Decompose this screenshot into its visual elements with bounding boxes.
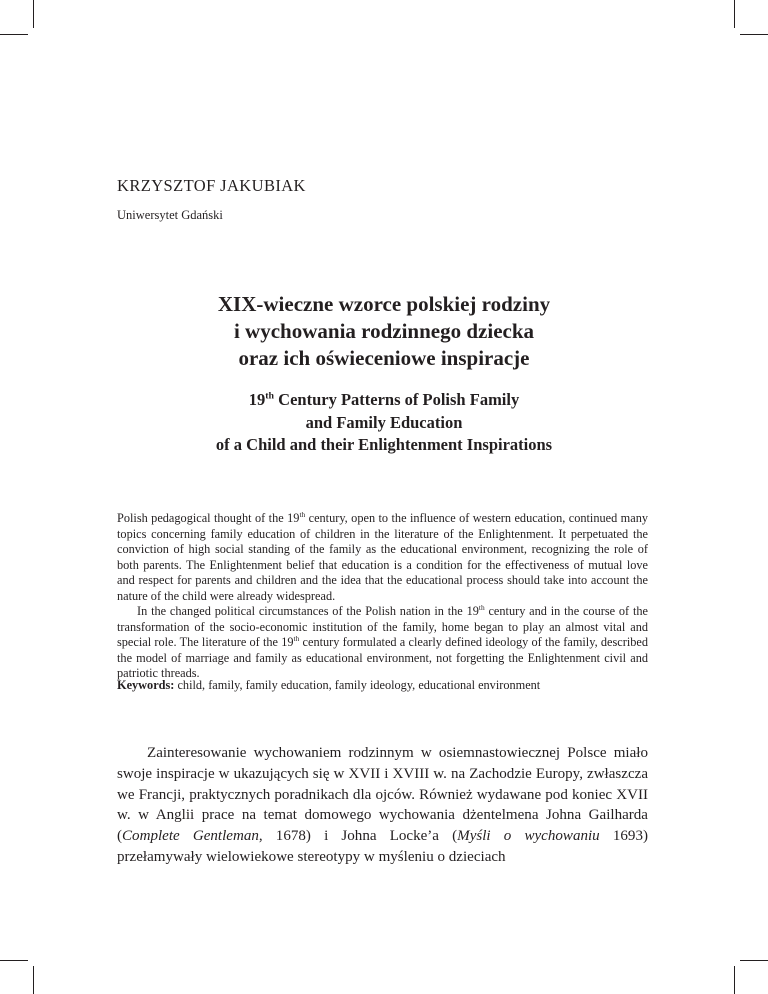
abstract-paragraph [117, 604, 648, 682]
work-title: Complete Gentleman [122, 828, 259, 845]
subtitle-ordinal-suffix: th [265, 390, 275, 402]
crop-mark-bottom-left-vertical [33, 966, 34, 994]
title-line: oraz ich oświeceniowe inspiracje [238, 346, 530, 370]
keywords [117, 678, 648, 693]
ordinal-suffix: th [478, 603, 485, 613]
article-title-polish [0, 291, 768, 372]
abstract [117, 511, 648, 682]
abstract-paragraph [117, 511, 648, 604]
subtitle-line: of a Child and their Enlightenment Inspirations [215, 435, 553, 454]
keywords-list: child, family, family education, family ideology, educational environment [174, 678, 541, 692]
crop-mark-top-left-vertical [33, 0, 34, 28]
body-text-run: 1693) przełamywały wielowiekowe stereotypy w myśleniu o dzieciach [117, 828, 648, 865]
abstract-text: century and in the course of the transformation of the socio-economic institution of the family, home began to play an almost vital and special role. The literature of the 19 [117, 604, 648, 650]
crop-mark-top-right-vertical [734, 0, 735, 28]
keywords-label: Keywords: [117, 678, 175, 692]
author-name: KRZYSZTOF JAKUBIAK [117, 176, 306, 195]
body-text [117, 743, 648, 868]
crop-mark-bottom-right-horizontal [740, 960, 768, 961]
author-affiliation: Uniwersytet Gdański [117, 208, 223, 222]
subtitle-line [0, 389, 768, 412]
subtitle-century-number: 19 [248, 390, 266, 409]
abstract-text: century, open to the influence of western education, continued many topics concerning family education of children in the literature of the Enlightenment. It perpetuated the conviction of high social standing of the family as the educational environment, recognizing the role of both parents. The Enlightenment belief that education is a condition for the effectiveness of mutual love and respect for parents and children and the idea that the educational process should take into account the nature of the child were already widespread. [117, 511, 648, 603]
ordinal-suffix: th [293, 634, 300, 644]
crop-mark-top-left-horizontal [0, 34, 28, 35]
abstract-text: Polish pedagogical thought of the 19 [117, 511, 300, 525]
work-title: Myśli o wychowaniu [457, 828, 600, 845]
body-text-run: Zainteresowanie wychowaniem rodzinnym w osiemnastowiecznej Polsce miało swoje inspiracje w ukazujących się w XVII i XVIII w. na Zachodzie Europy, zwłaszcza we Francji, praktycznych poradnikach dla ojców. Również wydawane pod koniec XVII w. w Anglii prace na temat domowego wychowania dżentelmena Johna Gailharda ( [117, 745, 648, 845]
article-title-english [0, 389, 768, 457]
crop-mark-bottom-right-vertical [734, 966, 735, 994]
title-line: i wychowania rodzinnego dziecka [233, 319, 535, 343]
body-paragraph [117, 743, 648, 868]
title-line: XIX-wieczne wzorce polskiej rodziny [217, 292, 551, 316]
subtitle-line: and Family Education [305, 412, 463, 432]
crop-mark-top-right-horizontal [740, 34, 768, 35]
ordinal-suffix: th [299, 509, 306, 519]
abstract-text: century formulated a clearly defined ideology of the family, described the model of marriage and family as educational environment, not forgetting the Enlightenment civil and patriotic threads. [117, 635, 648, 681]
body-text-run: , 1678) i Johna Locke’a ( [258, 828, 458, 845]
subtitle-text: Century Patterns of Polish Family [274, 390, 520, 409]
crop-mark-bottom-left-horizontal [0, 960, 28, 961]
abstract-text: In the changed political circumstances of the Polish nation in the 19 [137, 604, 479, 619]
